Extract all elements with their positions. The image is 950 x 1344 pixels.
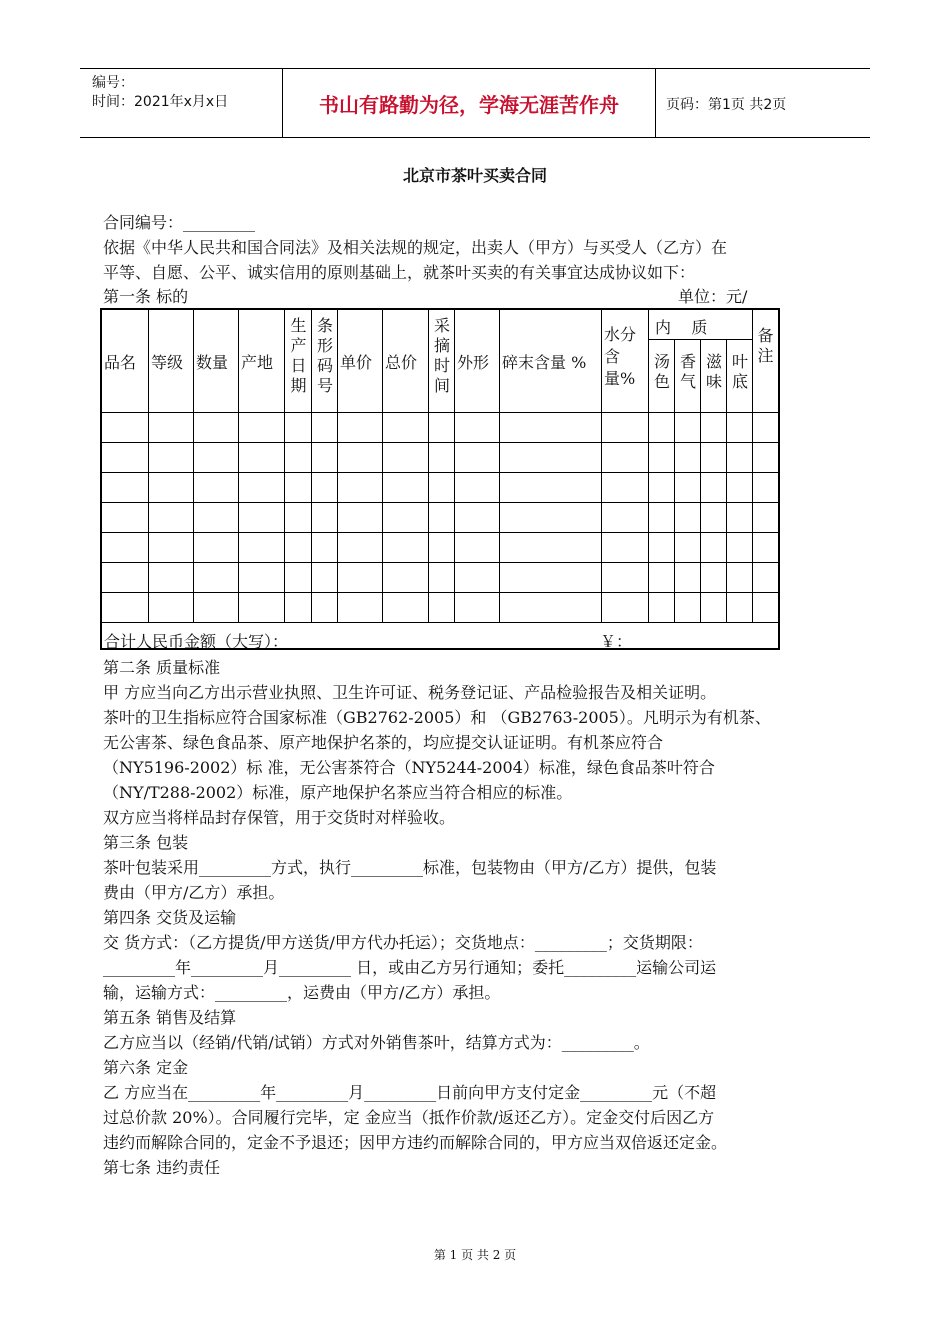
table-cell[interactable] [455, 443, 500, 473]
header-soup-label: 汤色 [653, 352, 670, 391]
page-footer: 第 1 页 共 2 页 [433, 1248, 517, 1262]
header-origin [239, 310, 285, 413]
table-cell[interactable] [500, 473, 602, 503]
header-page-cell [656, 69, 870, 137]
table-cell[interactable] [194, 413, 239, 443]
table-cell[interactable] [701, 413, 727, 443]
table-cell[interactable] [649, 413, 675, 443]
table-cell[interactable] [239, 563, 285, 593]
table-cell[interactable] [701, 503, 727, 533]
document-title: 北京市茶叶买卖合同 [402, 166, 547, 185]
deposit-line-1: 乙 方应当在_________年_________月_________日前向甲方支付定金_________元（不超 [103, 1083, 717, 1102]
delivery-line-3: 输，运输方式：_________，运费由（甲方/乙方）承担。 [103, 983, 501, 1002]
table-cell[interactable] [455, 563, 500, 593]
table-cell[interactable] [239, 533, 285, 563]
table-cell[interactable] [383, 593, 429, 623]
unit-label: 单位：元/ [678, 287, 748, 306]
table-cell[interactable] [429, 413, 455, 443]
header-leaf [727, 340, 753, 413]
time-label: 时间：2021年x月x日 [92, 94, 229, 110]
page-info: 页码：第1页 共2页 [666, 97, 787, 113]
header-origin-label: 产地 [241, 353, 274, 372]
table-cell[interactable] [338, 443, 383, 473]
table-cell[interactable] [500, 503, 602, 533]
table-cell[interactable] [102, 443, 149, 473]
table-cell[interactable] [455, 503, 500, 533]
header-inner-quality [649, 310, 753, 340]
table-cell[interactable] [102, 533, 149, 563]
table-cell[interactable] [753, 533, 778, 563]
table-cell[interactable] [383, 503, 429, 533]
table-cell[interactable] [149, 443, 194, 473]
table-cell[interactable] [701, 563, 727, 593]
article-7-heading: 第七条 违约责任 [103, 1158, 221, 1177]
header-unit-price [338, 310, 383, 413]
table-cell[interactable] [455, 533, 500, 563]
table-cell[interactable] [383, 413, 429, 443]
header-shape-label: 外形 [457, 353, 490, 372]
quality-line-6: 双方应当将样品封存保管，用于交货时对样验收。 [103, 808, 456, 827]
header-info-cell [80, 69, 283, 137]
header-qty-label: 数量 [196, 353, 229, 372]
deposit-line-3: 违约而解除合同的，定金不予退还；因甲方违约而解除合同的，甲方应当双倍返还定金。 [103, 1133, 728, 1152]
delivery-line-2: _________年_________月_________ 日，或由乙方另行通知；委托_________运输公司运 [103, 958, 717, 977]
table-cell[interactable] [675, 443, 701, 473]
header-barcode [312, 310, 338, 413]
header-grade [149, 310, 194, 413]
quality-line-1: 甲 方应当向乙方出示营业执照、卫生许可证、税务登记证、产品检验报告及相关证明。 [103, 683, 717, 702]
table-cell[interactable] [338, 593, 383, 623]
table-cell[interactable] [149, 473, 194, 503]
table-cell[interactable] [194, 473, 239, 503]
table-cell[interactable] [500, 533, 602, 563]
table-cell[interactable] [429, 503, 455, 533]
table-cell[interactable] [602, 413, 649, 443]
table-cell[interactable] [239, 443, 285, 473]
table-cell[interactable] [383, 533, 429, 563]
table-cell[interactable] [753, 503, 778, 533]
table-cell[interactable] [455, 593, 500, 623]
table-cell[interactable] [312, 473, 338, 503]
table-cell[interactable] [338, 413, 383, 443]
quality-line-5: （NY/T288-2002）标准，原产地保护名茶应当符合相应的标准。 [103, 783, 573, 802]
table-cell[interactable] [675, 563, 701, 593]
article-4-heading: 第四条 交货及运输 [103, 908, 237, 927]
table-cell[interactable] [285, 593, 312, 623]
table-cell[interactable] [312, 533, 338, 563]
header-note [753, 310, 778, 413]
header-unit-price-label: 单价 [340, 353, 373, 372]
header-name [102, 310, 149, 413]
header-pick-time-label: 采摘时间 [433, 316, 450, 395]
table-cell[interactable] [239, 413, 285, 443]
yen-label: ￥： [600, 632, 633, 651]
header-shape [455, 310, 500, 413]
table-cell[interactable] [239, 503, 285, 533]
article-6-heading: 第六条 定金 [103, 1058, 189, 1077]
table-cell[interactable] [194, 593, 239, 623]
quality-line-3: 无公害茶、绿色食品茶、原产地保护名茶的，均应提交认证证明。有机茶应符合 [103, 733, 664, 752]
table-cell[interactable] [675, 473, 701, 503]
header-moisture-label: 水分含量% [604, 325, 637, 388]
table-cell[interactable] [602, 473, 649, 503]
header-taste [701, 340, 727, 413]
table-cell[interactable] [312, 413, 338, 443]
table-cell[interactable] [675, 533, 701, 563]
table-cell[interactable] [149, 413, 194, 443]
table-cell[interactable] [102, 413, 149, 443]
table-cell[interactable] [285, 413, 312, 443]
table-cell[interactable] [429, 443, 455, 473]
table-cell[interactable] [338, 503, 383, 533]
table-cell[interactable] [649, 443, 675, 473]
delivery-line-1: 交 货方式：（乙方提货/甲方送货/甲方代办托运）；交货地点：_________；交货期限： [103, 933, 703, 952]
header-motto-cell [283, 69, 656, 137]
table-cell[interactable] [149, 563, 194, 593]
number-label: 编号： [92, 75, 134, 91]
table-total-row [102, 623, 778, 651]
table-cell[interactable] [602, 563, 649, 593]
sales-line-1: 乙方应当以（经销/代销/试销）方式对外销售茶叶，结算方式为：_________。 [103, 1033, 650, 1052]
table-cell[interactable] [239, 593, 285, 623]
header-broken [500, 310, 602, 413]
table-cell[interactable] [500, 443, 602, 473]
quality-line-2: 茶叶的卫生指标应符合国家标准（GB2762-2005）和 （GB2763-2005）。凡明示为有机茶、 [103, 708, 771, 727]
table-cell[interactable] [312, 443, 338, 473]
table-cell[interactable] [102, 473, 149, 503]
packing-line-2: 费由（甲方/乙方）承担。 [103, 883, 285, 902]
table-cell[interactable] [675, 413, 701, 443]
table-cell[interactable] [701, 443, 727, 473]
table-cell[interactable] [701, 473, 727, 503]
table-cell[interactable] [753, 593, 778, 623]
table-cell[interactable] [727, 593, 753, 623]
table-cell[interactable] [701, 593, 727, 623]
table-cell[interactable] [500, 413, 602, 443]
table-cell[interactable] [194, 533, 239, 563]
table-cell[interactable] [649, 473, 675, 503]
table-cell[interactable] [675, 503, 701, 533]
header-name-label: 品名 [104, 353, 137, 372]
table-cell[interactable] [602, 443, 649, 473]
header-total-label: 总价 [385, 353, 418, 372]
table-cell[interactable] [194, 503, 239, 533]
table-cell[interactable] [753, 443, 778, 473]
table-cell[interactable] [602, 533, 649, 563]
table-cell[interactable] [429, 563, 455, 593]
page-header [80, 68, 870, 138]
header-inner-quality-label: 内 质 [655, 318, 708, 337]
motto: 书山有路勤为径，学海无涯苦作舟 [319, 93, 619, 117]
header-leaf-label: 叶底 [731, 352, 748, 391]
table-cell[interactable] [102, 563, 149, 593]
header-pick-time [429, 310, 455, 413]
article-5-heading: 第五条 销售及结算 [103, 1008, 237, 1027]
article-1-heading: 第一条 标的 [103, 287, 189, 306]
header-prod-date-label: 生产日期 [290, 316, 307, 395]
table-cell[interactable] [149, 503, 194, 533]
table-cell[interactable] [338, 473, 383, 503]
table-cell[interactable] [338, 533, 383, 563]
table-cell[interactable] [312, 563, 338, 593]
table-cell[interactable] [500, 593, 602, 623]
table-cell[interactable] [312, 593, 338, 623]
header-barcode-label: 条形码号 [316, 316, 333, 395]
table-cell[interactable] [727, 503, 753, 533]
table-cell[interactable] [727, 563, 753, 593]
header-moisture [602, 310, 649, 413]
table-cell[interactable] [602, 593, 649, 623]
table-cell[interactable] [727, 473, 753, 503]
header-grade-label: 等级 [151, 353, 184, 372]
contract-number-line: 合同编号：_________ [103, 213, 256, 232]
total-amount-label: 合计人民币金额（大写）： [104, 632, 289, 651]
table-cell[interactable] [429, 533, 455, 563]
table-cell[interactable] [239, 473, 285, 503]
table-cell[interactable] [602, 503, 649, 533]
table-cell[interactable] [649, 563, 675, 593]
table-cell[interactable] [429, 593, 455, 623]
article-3-heading: 第三条 包装 [103, 833, 189, 852]
deposit-line-2: 过总价款 20%）。合同履行完毕，定 金应当（抵作价款/返还乙方）。定金交付后因乙方 [103, 1108, 715, 1127]
table-cell[interactable] [429, 473, 455, 503]
table-cell[interactable] [727, 443, 753, 473]
table-cell[interactable] [753, 473, 778, 503]
table-cell[interactable] [102, 503, 149, 533]
table-cell[interactable] [285, 473, 312, 503]
table-cell[interactable] [753, 563, 778, 593]
table-cell[interactable] [383, 443, 429, 473]
header-soup [649, 340, 675, 413]
header-prod-date [285, 310, 312, 413]
table-cell[interactable] [383, 563, 429, 593]
quality-line-4: （NY5196-2002）标 准，无公害茶符合（NY5244-2004）标准，绿色食品茶叶符合 [103, 758, 715, 777]
table-cell[interactable] [102, 593, 149, 623]
table-cell[interactable] [675, 593, 701, 623]
header-taste-label: 滋味 [705, 352, 722, 391]
table-cell[interactable] [649, 593, 675, 623]
table-cell[interactable] [285, 533, 312, 563]
header-note-label: 备注 [757, 326, 774, 365]
packing-line-1: 茶叶包装采用_________方式，执行_________标准，包装物由（甲方/乙方）提供，包装 [103, 858, 717, 877]
header-broken-label: 碎末含量 % [502, 353, 587, 372]
table-cell[interactable] [500, 563, 602, 593]
table-cell[interactable] [149, 593, 194, 623]
table-cell[interactable] [727, 413, 753, 443]
table-cell[interactable] [727, 533, 753, 563]
intro-line-1: 依据《中华人民共和国合同法》及相关法规的规定，出卖人（甲方）与买受人（乙方）在 [103, 238, 728, 257]
table-cell[interactable] [383, 473, 429, 503]
table-cell[interactable] [455, 473, 500, 503]
table-cell[interactable] [285, 443, 312, 473]
article-2-heading: 第二条 质量标准 [103, 658, 221, 677]
table-cell[interactable] [338, 563, 383, 593]
goods-table [100, 308, 780, 650]
table-cell[interactable] [701, 533, 727, 563]
header-total [383, 310, 429, 413]
table-cell[interactable] [194, 443, 239, 473]
table-cell[interactable] [753, 413, 778, 443]
table-cell[interactable] [455, 413, 500, 443]
header-aroma [675, 340, 701, 413]
table-cell[interactable] [194, 563, 239, 593]
table-cell[interactable] [285, 563, 312, 593]
table-cell[interactable] [285, 503, 312, 533]
table-cell[interactable] [649, 503, 675, 533]
intro-line-2: 平等、自愿、公平、诚实信用的原则基础上，就茶叶买卖的有关事宜达成协议如下： [103, 263, 696, 282]
header-aroma-label: 香气 [679, 352, 696, 391]
table-cell[interactable] [649, 533, 675, 563]
table-cell[interactable] [149, 533, 194, 563]
header-qty [194, 310, 239, 413]
table-cell[interactable] [312, 503, 338, 533]
